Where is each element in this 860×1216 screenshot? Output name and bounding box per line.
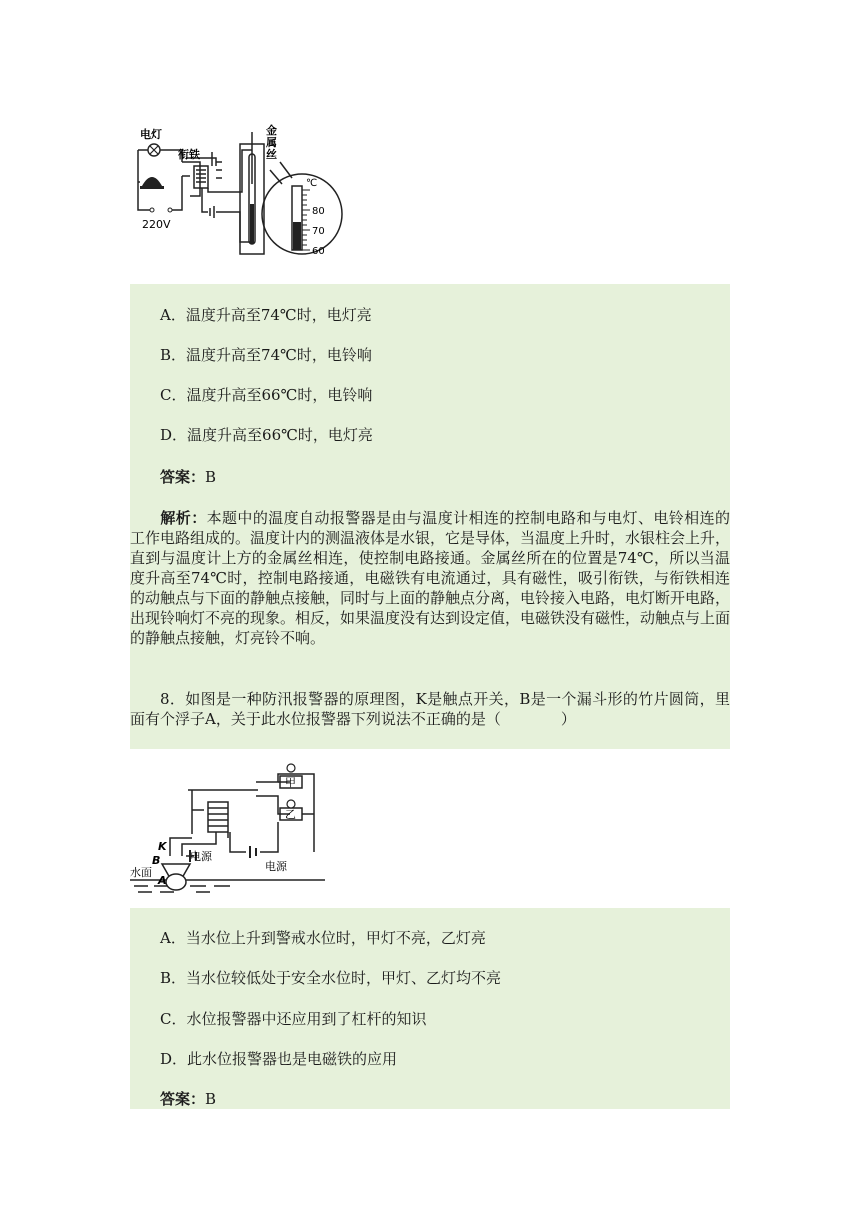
wire-label-3: 丝 (266, 148, 277, 161)
q8-option-d: D．此水位报警器也是电磁铁的应用 (160, 1050, 398, 1068)
wire-label-2: 属 (266, 136, 277, 149)
q7-option-c: C．温度升高至66℃时，电铃响 (160, 386, 373, 404)
q7-answer-value: B (205, 468, 217, 486)
q8-answer-label: 答案： (160, 1090, 206, 1108)
wire-label-1: 金 (266, 124, 277, 137)
voltage-label: 220V (142, 218, 171, 231)
q7-option-b: B．温度升高至74℃时，电铃响 (160, 346, 372, 364)
switch-k-label: K (158, 840, 167, 853)
q7-answer-label: 答案： (160, 468, 206, 486)
lamp-yi-label: 乙 (285, 808, 296, 821)
q8-answer (160, 1089, 216, 1109)
power-left-label: 电源 (190, 850, 212, 863)
power-right-label: 电源 (265, 860, 287, 873)
q7-answer (160, 467, 216, 487)
temperature-alarm-figure (130, 122, 345, 270)
scale-60: 60 (312, 246, 325, 257)
armature-label: 衔铁 (178, 148, 200, 161)
scale-unit: ℃ (306, 178, 318, 189)
q7-option-a: A．温度升高至74℃时，电灯亮 (160, 306, 372, 324)
scale-70: 70 (312, 226, 325, 237)
q7-analysis-label: 解析： (160, 509, 207, 527)
q8-option-b: B．当水位较低处于安全水位时，甲灯、乙灯均不亮 (160, 969, 502, 987)
lamp-label: 电灯 (140, 128, 162, 141)
q8-question (130, 689, 730, 729)
funnel-b-label: B (152, 854, 161, 867)
scale-80: 80 (312, 206, 325, 217)
lamp-jia-label: 甲 (285, 776, 296, 789)
float-a-label: A (158, 874, 167, 887)
water-surface-label: 水面 (130, 866, 152, 879)
q8-answer-value: B (205, 1090, 217, 1108)
q7-analysis-text: 本题中的温度自动报警器是由与温度计相连的控制电路和与电灯、电铃相连的工作电路组成的。温度计内的测温液体是水银，它是导体，当温度上升时，水银柱会上升，直到与温度计上方的金属丝相连，使控制电路接通。金属丝所在的位置是74℃，所以当温度升高至74℃时，控制电路接通，电磁铁有电流通过，具有磁性，吸引衔铁，与衔铁相连的动触点与下面的静触点接触，同时与上面的静触点分离，电铃接入电路，电灯断开电路，出现铃响灯不亮的现象。相反，如果温度没有达到设定值，电磁铁没有磁性，动触点与上面的静触点接触，灯亮铃不响。 (130, 509, 731, 647)
q7-analysis (130, 508, 730, 648)
q7-option-d: D．温度升高至66℃时，电灯亮 (160, 426, 373, 444)
q8-question-text: 8．如图是一种防汛报警器的原理图，K是触点开关，B是一个漏斗形的竹片圆筒，里面有个浮子A，关于此水位报警器下列说法不正确的是（ ） (130, 690, 730, 728)
q8-option-c: C．水位报警器中还应用到了杠杆的知识 (160, 1010, 427, 1028)
flood-alarm-figure (130, 752, 325, 902)
q8-option-a: A．当水位上升到警戒水位时，甲灯不亮，乙灯亮 (160, 929, 486, 947)
